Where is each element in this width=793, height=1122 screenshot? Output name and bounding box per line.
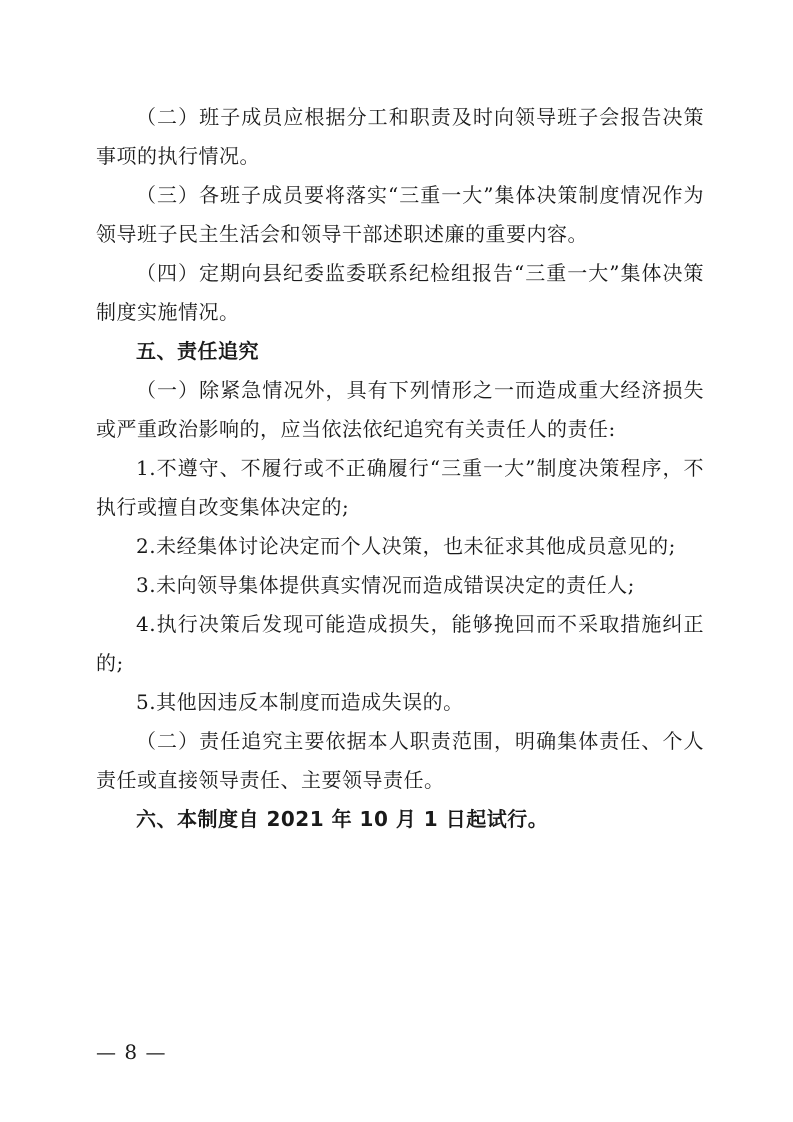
document-body bbox=[96, 98, 704, 839]
paragraph-democratic-life: （三）各班子成员要将落实“三重一大”集体决策制度情况作为领导班子民主生活会和领导干部述职述廉的重要内容。 bbox=[96, 183, 704, 246]
list-item-3: 3.未向领导集体提供真实情况而造成错误决定的责任人; bbox=[136, 573, 635, 597]
page-number: — 8 — bbox=[96, 1040, 167, 1064]
section-heading-accountability: 五、责任追究 bbox=[136, 339, 259, 363]
section-heading-effective-date: 六、本制度自 2021 年 10 月 1 日起试行。 bbox=[136, 807, 549, 831]
list-item-5: 5.其他因违反本制度而造成失误的。 bbox=[136, 690, 464, 714]
paragraph-report-discipline: （四）定期向县纪委监委联系纪检组报告“三重一大”集体决策制度实施情况。 bbox=[96, 261, 704, 324]
paragraph-accountability-basis: （二）责任追究主要依据本人职责范围，明确集体责任、个人责任或直接领导责任、主要领导责任。 bbox=[96, 729, 704, 792]
list-item-2: 2.未经集体讨论决定而个人决策，也未征求其他成员意见的; bbox=[136, 534, 676, 558]
list-item-4: 4.执行决策后发现可能造成损失，能够挽回而不采取措施纠正的; bbox=[96, 612, 704, 675]
paragraph-report-execution: （二）班子成员应根据分工和职责及时向领导班子会报告决策事项的执行情况。 bbox=[96, 105, 704, 168]
paragraph-accountability-conditions: （一）除紧急情况外，具有下列情形之一而造成重大经济损失或严重政治影响的，应当依法依纪追究有关责任人的责任: bbox=[96, 378, 704, 441]
list-item-1: 1.不遵守、不履行或不正确履行“三重一大”制度决策程序，不执行或擅自改变集体决定的; bbox=[96, 456, 704, 519]
